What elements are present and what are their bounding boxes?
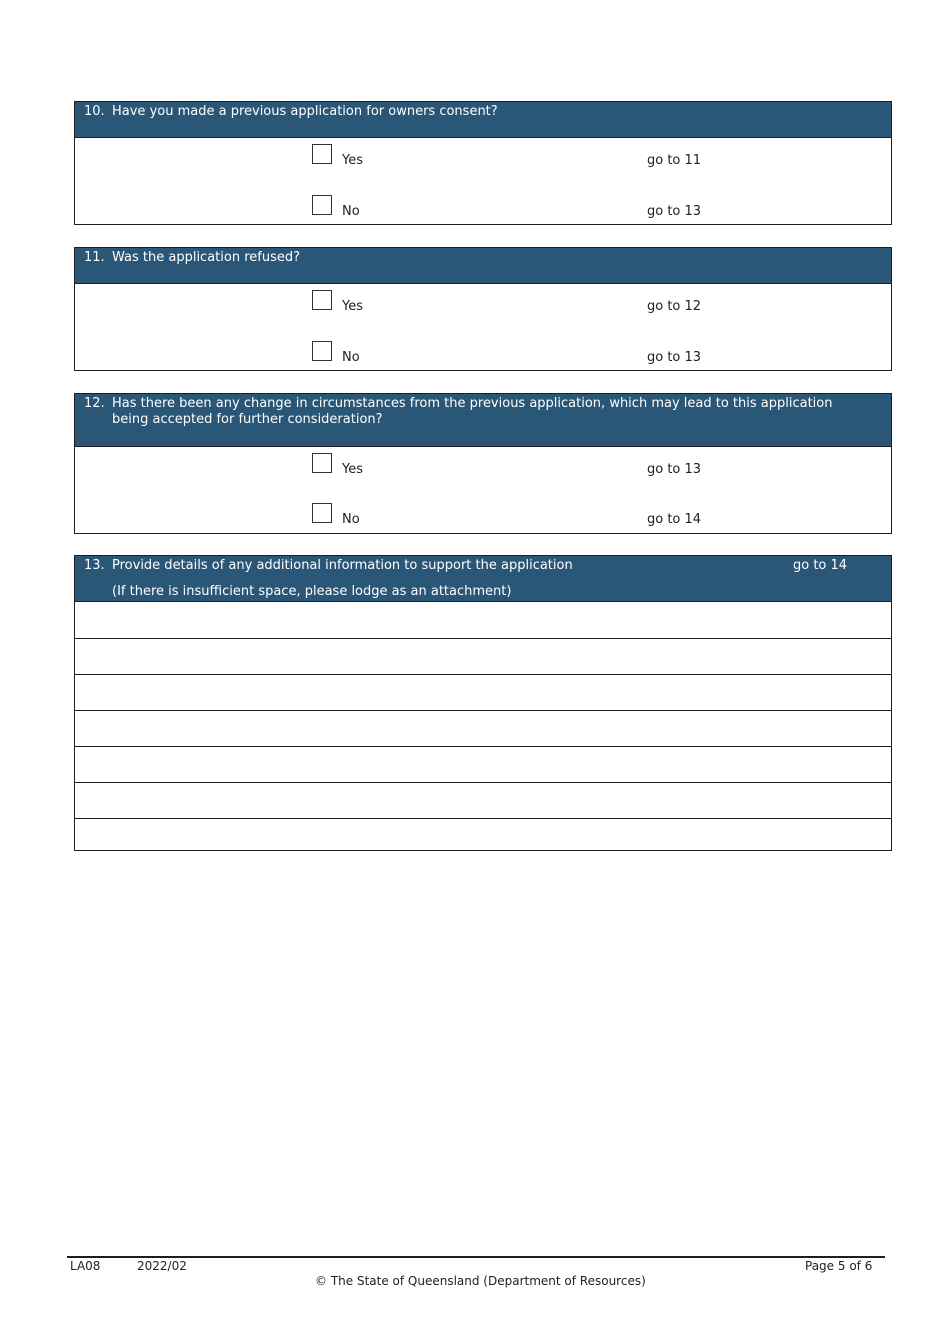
goto-instruction: go to 13	[647, 350, 702, 365]
answer-line[interactable]	[75, 674, 891, 710]
answer-lines	[75, 602, 891, 852]
answer-line[interactable]	[75, 602, 891, 638]
goto-instruction: go to 14	[647, 512, 702, 527]
page-number: Page 5 of 6	[805, 1259, 873, 1273]
question-text: Have you made a previous application for owners consent?	[112, 104, 498, 119]
question-12	[74, 393, 892, 534]
answer-line[interactable]	[75, 782, 891, 818]
form-version: 2022/02	[137, 1259, 187, 1273]
goto-instruction: go to 13	[647, 462, 702, 477]
question-11-header	[75, 248, 891, 284]
option-label: No	[342, 512, 360, 527]
no-checkbox[interactable]	[312, 503, 332, 523]
question-10	[74, 101, 892, 225]
question-11	[74, 247, 892, 371]
option-label: No	[342, 204, 360, 219]
question-number: 11.	[84, 250, 105, 265]
yes-checkbox[interactable]	[312, 453, 332, 473]
goto-instruction: go to 13	[647, 204, 702, 219]
question-number: 13.	[84, 558, 105, 573]
question-13-header	[75, 556, 891, 602]
copyright: © The State of Queensland (Department of Resources)	[315, 1274, 646, 1288]
goto-instruction: go to 11	[647, 153, 702, 168]
no-checkbox[interactable]	[312, 195, 332, 215]
answer-line[interactable]	[75, 818, 891, 852]
yes-checkbox[interactable]	[312, 144, 332, 164]
option-label: Yes	[342, 153, 363, 168]
goto-instruction: go to 12	[647, 299, 702, 314]
question-number: 10.	[84, 104, 105, 119]
option-label: No	[342, 350, 360, 365]
option-label: Yes	[342, 299, 363, 314]
question-text: Provide details of any additional information to support the application	[112, 558, 573, 573]
option-label: Yes	[342, 462, 363, 477]
question-10-header	[75, 102, 891, 138]
yes-checkbox[interactable]	[312, 290, 332, 310]
question-text: Was the application refused?	[112, 250, 300, 265]
question-13	[74, 555, 892, 851]
answer-line[interactable]	[75, 710, 891, 746]
form-code: LA08	[70, 1259, 101, 1273]
no-checkbox[interactable]	[312, 341, 332, 361]
question-text: Has there been any change in circumstances from the previous application, which may lead to this application being accepted for further consideration?	[112, 396, 833, 427]
footer-divider	[67, 1256, 885, 1258]
answer-line[interactable]	[75, 746, 891, 782]
question-12-header	[75, 394, 891, 447]
question-number: 12.	[84, 396, 105, 411]
answer-line[interactable]	[75, 638, 891, 674]
goto-instruction: go to 14	[793, 558, 848, 573]
question-note: (If there is insufficient space, please lodge as an attachment)	[112, 584, 512, 599]
